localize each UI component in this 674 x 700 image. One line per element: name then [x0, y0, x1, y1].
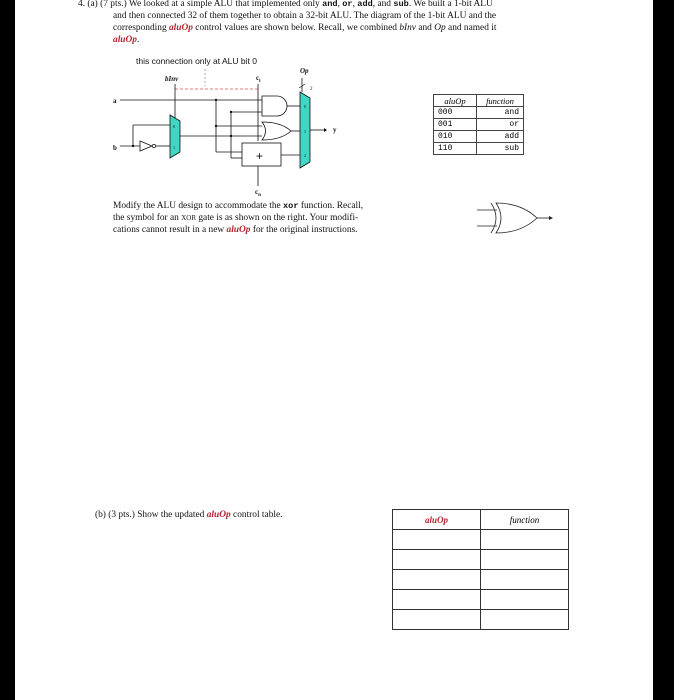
question-number: 4.	[78, 0, 86, 9]
header-aluop: aluOp	[393, 510, 481, 530]
alu-diagram	[15, 0, 435, 200]
part-b-text: (b) (3 pts.) Show the updated aluOp control table.	[95, 510, 283, 520]
header-aluop: aluOp	[434, 95, 477, 107]
svg-text:0: 0	[173, 124, 175, 129]
or-gate-icon	[262, 122, 291, 140]
label-y: y	[333, 126, 337, 134]
table-row: 010 add	[434, 131, 524, 143]
alu-control-table	[433, 94, 524, 155]
label-op: Op	[300, 67, 309, 75]
label-ci: $c_i$	[256, 74, 261, 84]
question-line-2: and then connected 32 of them together to obtain a 32-bit ALU. The diagram of the 1-bit ALU and the	[113, 11, 497, 21]
table-row: 110 sub	[434, 143, 524, 155]
table-row: 000 and	[434, 107, 524, 119]
xor-gate-icon	[477, 200, 557, 236]
diagram-caption: this connection only at ALU bit 0	[136, 56, 257, 66]
part-b-label: (b)	[95, 510, 106, 520]
and-gate-icon	[262, 96, 287, 116]
label-cn: $c_n$	[255, 188, 261, 198]
part-b-points: (3 pts.)	[108, 510, 135, 520]
modify-line-1: Modify the ALU design to accommodate the xor function. Recall,	[113, 201, 364, 211]
header-function: function	[477, 95, 524, 107]
label-a: a	[113, 97, 117, 105]
part-a-label: (a)	[87, 0, 98, 9]
question-line-3: corresponding aluOp control values are shown below. Recall, we combined bInv and Op and named it	[113, 23, 497, 33]
updated-control-table	[392, 509, 569, 630]
label-b: b	[113, 144, 117, 152]
inverter-icon	[140, 141, 152, 151]
svg-text:1: 1	[173, 145, 175, 150]
table-row-empty[interactable]	[393, 590, 569, 610]
label-op-width: 2	[310, 87, 313, 92]
question-line-4: aluOp.	[113, 35, 140, 45]
question-line-1: 4. (a) (7 pts.) We looked at a simple ALU that implemented only and, or, add, and sub. We built a 1-bit ALU	[78, 0, 493, 9]
adder-plus: +	[256, 149, 264, 163]
table-row-empty[interactable]	[393, 530, 569, 550]
modify-line-3: cations cannot result in a new aluOp for the original instructions.	[113, 225, 358, 235]
modify-line-2: the symbol for an xor gate is as shown on the right. Your modifi-	[113, 213, 359, 223]
table-row-empty[interactable]	[393, 610, 569, 630]
label-binv: bInv	[165, 75, 179, 83]
document-page	[15, 0, 653, 700]
table-row-empty[interactable]	[393, 570, 569, 590]
table-header-row	[393, 510, 569, 530]
header-function: function	[481, 510, 569, 530]
svg-text:0: 0	[304, 104, 306, 109]
table-row-empty[interactable]	[393, 550, 569, 570]
table-row: 001 or	[434, 119, 524, 131]
part-a-points: (7 pts.)	[100, 0, 127, 9]
svg-text:1: 1	[304, 129, 306, 134]
b-mux	[170, 115, 180, 158]
svg-text:2: 2	[304, 153, 306, 158]
table-header-row	[434, 95, 524, 107]
